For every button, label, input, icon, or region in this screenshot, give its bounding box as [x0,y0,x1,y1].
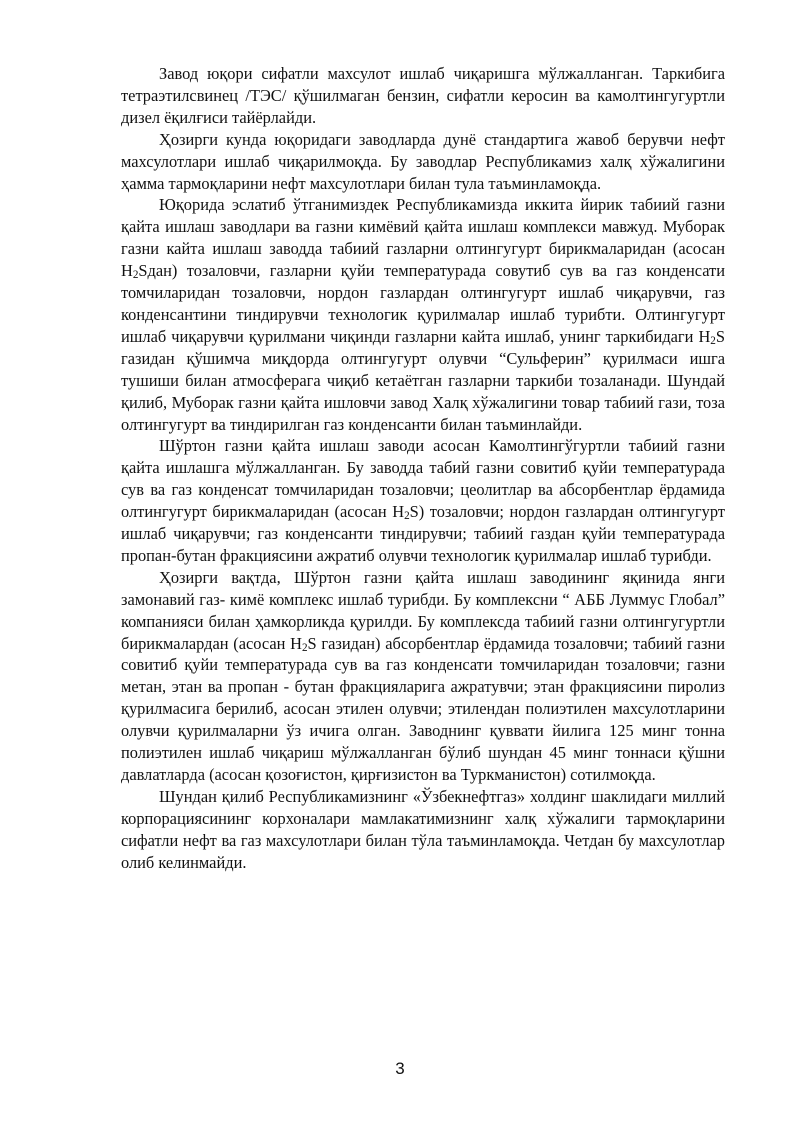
paragraph-text: Шундан қилиб Республикамизнинг «Ўзбекнефтгаз» холдинг шаклидаги миллий корпорациясининг корхоналари мамлакатимизнинг халқ хўжалиги тармоқларини сифатли нефт ва газ махсулотлари билан тўла таъминламоқда. Четдан бу махсулотлар олиб келинмайди. [121,786,725,872]
page-number: 3 [395,1059,405,1078]
subscript-text: 2 [710,334,716,347]
paragraph-text: S газидан қўшимча миқдорда олтингугурт олувчи “Сульферин” қурилмаси ишга тушиши билан атмосферага чиқиб кетаётган газларни таркиби тозаланади. Шундай қилиб, Муборак газни қайта ишловчи завод Халқ хўжалигини товар табиий гази, тоза олтингугурт ва тиндирилган газ конденсанти билан таъминлайди. [121,326,725,434]
paragraph [121,63,725,129]
paragraph [121,567,725,786]
subscript-text: 2 [301,641,308,654]
subscript-text: 2 [132,269,139,282]
paragraph [121,194,725,435]
document-body [121,63,725,874]
paragraph-text: Юқорида эслатиб ўтганимиздек Республикамизда иккита йирик табиий газни қайта ишлаш заводлари ва газни кимёвий қайта ишлаш комплекси мавжуд. Муборак газни кайта ишлаш заводда табиий газларни олтингугурт бирикмаларидан (асосан H [121,195,725,281]
paragraph-text: Sдан) тозаловчи, газларни қуйи температурада совутиб сув ва газ конденсати томчиларидан тозаловчи, нордон газлардан олтингугурт ишлаб чиқарувчи, газ конденсантини тиндирувчи технологик қурилмалар ишлаб турибти. Олтингугурт ишлаб чиқарувчи қурилмани чиқинди газларни кайта ишлаб, унинг таркибидаги H [121,261,725,346]
paragraph [121,129,725,195]
paragraph-text: Шўртон газни қайта ишлаш заводи асосан Камолтингўгуртли табиий газни қайта ишлашга мўлжалланган. Бу заводда табий газни совитиб қуйи температурада сув ва газ конденсат томчиларидан тозаловчи; цеолитлар ва абсорбентлар ёрдамида олтингугурт бирикмаларидан (асосан H [121,436,725,522]
paragraph-text: S) тозаловчи; нордон газлардан олтингугурт ишлаб чиқарувчи; газ конденсанти тиндирувчи; табиий газдан қуйи температурада пропан-бутан фракциясини ажратиб олувчи технологик қурилмалар ишлаб турибди. [121,502,725,565]
paragraph [121,786,725,874]
subscript-text: 2 [404,510,410,523]
paragraph-text: S газидан) абсорбентлар ёрдамида тозаловчи; табиий газни совитиб қуйи температурада сув ва газ конденсати томчиларидан тозаловчи; газни метан, этан ва пропан - бутан фракцияларига ажратувчи; этан фракциясини пиролиз қурилмасига берилиб, асосан этилен олувчи; этилендан полиэтилен махсулотларини олувчи қурилмаларни ўз ичига олган. Заводнинг қуввати йилига 125 минг тонна полиэтилен ишлаб чиқариш мўлжалланган бўлиб шундан 45 минг тоннаси қўшни давлатларда (асосан қозоғистон, қирғизистон ва Туркманистон) сотилмоқда. [121,633,725,784]
paragraph-text: Ҳозирги вақтда, Шўртон газни қайта ишлаш заводининг яқинида янги замонавий газ- кимё комплекс ишлаб турибди. Бу комплексни “ АББ Луммус Глобал” компанияси билан ҳамкорликда қурилди. Бу комплексда табиий газни олтингугуртли бирикмалардан (асосан H [121,567,725,653]
paragraph [121,435,725,566]
paragraph-text: Завод юқори сифатли махсулот ишлаб чиқаришга мўлжалланган. Таркибига тетраэтилсвинец /ТЭС/ қўшилмаган бензин, сифатли керосин ва камолтингугуртли дизел ёқилғиси тайёрлайди. [121,64,725,127]
paragraph-text: Ҳозирги кунда юқоридаги заводларда дунё стандартига жавоб берувчи нефт махсулотлари ишлаб чиқарилмоқда. Бу заводлар Республикамиз халқ хўжалигини ҳамма тармоқларини нефт махсулотлари билан тула таъминламоқда. [121,129,725,193]
